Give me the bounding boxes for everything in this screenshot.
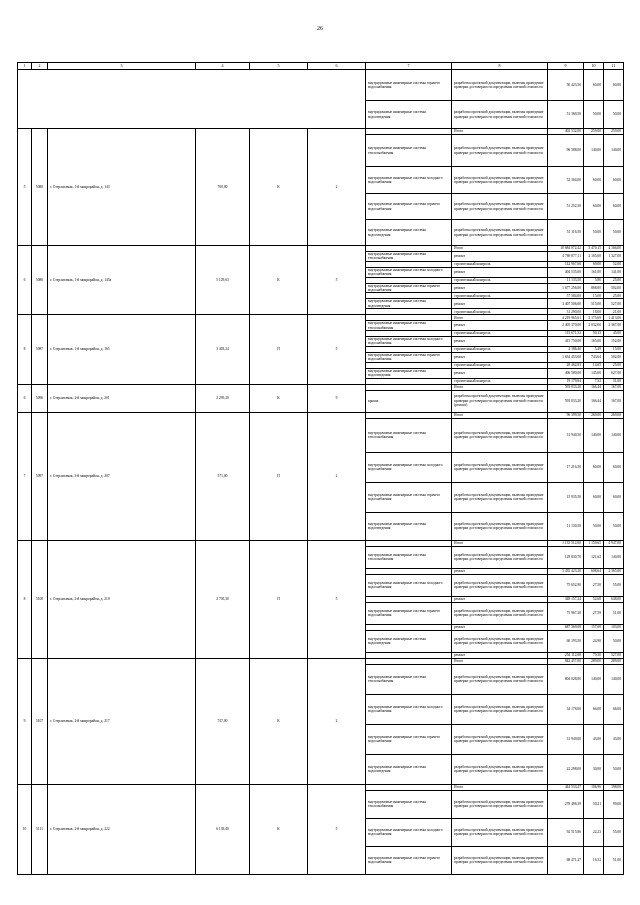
unit-cost: 121,62 [584,546,604,568]
max-unit-cost: 60,00 [604,194,624,220]
work-type: ремонт [452,252,548,262]
cost-value: 60 193,50 [548,630,584,652]
unit-cost: 161,00 [584,267,604,277]
address: г. Стерлитамак, 2-й микрорайон, д. 222 [48,784,196,874]
cost-value: 842 457,00 [548,658,584,664]
max-unit-cost: 52,00 [604,261,624,267]
work-type: Итого [452,129,548,135]
work-type: разработка проектной документации, включая проведение проверки достоверности определения сметной стоимости [452,452,548,482]
row-number: 8 [18,315,32,384]
max-unit-cost: 15,00 [604,346,624,352]
total-area: 5 129,63 [196,246,250,315]
max-unit-cost: 51,00 [604,846,624,874]
row-number: 8 [18,540,32,658]
unit-cost: 157,00 [584,624,604,630]
cost-value: 22 298,00 [548,754,584,784]
work-type: разработка проектной документации, включая проведение проверки достоверности определения сметной стоимости [452,512,548,540]
cost-value: 15 935,50 [548,482,584,512]
house-id: 5086 [32,246,48,315]
work-type: ремонт [452,267,548,277]
house-id: 5080 [32,129,48,246]
unit-cost: 43,00 [584,724,604,754]
wall-material: П [250,540,308,658]
wall-material: К [250,784,308,874]
cost-value: 34 178,00 [548,694,584,724]
cost-value: 20 462,83 [548,362,584,368]
max-unit-cost: 269,00 [604,412,624,418]
work-type: разработка проектной документации, включая проведение проверки достоверности определения сметной стоимости [452,546,548,568]
system-name: внутридомовые инженерные системы водоотведения [366,299,452,309]
system-name: внутридомовые инженерные системы теплоснабжения [366,790,452,818]
work-type: разработка проектной документации, включая проведение проверки достоверности определения сметной стоимости [452,70,548,101]
max-unit-cost: 502,00 [604,283,624,293]
cost-value: 415 750,00 [548,337,584,347]
continuation-cell [18,70,366,129]
cost-value: 75 967,20 [548,602,584,624]
max-unit-cost: 141,00 [604,267,624,277]
unit-cost: 22,23 [584,818,604,846]
max-unit-cost: 55,00 [604,818,624,846]
address: г. Стерлитамак, 2-й микрорайон, д. 210 [48,540,196,658]
unit-cost: 1 159,65 [584,540,604,546]
work-type: ремонт [452,283,548,293]
max-unit-cost: 140,00 [604,664,624,694]
unit-cost: 868,00 [584,283,604,293]
max-unit-cost: 627,00 [604,368,624,378]
max-unit-cost: 140,00 [604,546,624,568]
work-type: разработка проектной документации, включая проведение проверки достоверности определения сметной стоимости [452,694,548,724]
unit-cost: 50,00 [584,101,604,129]
work-type: разработка проектной документации, включая проведение проверки достоверности определения сметной стоимости [452,482,548,512]
floors: 2 [308,658,366,784]
wall-material: К [250,246,308,315]
header-cell: 8 [452,63,548,70]
header-cell: 3 [48,63,196,70]
system-name: внутридомовые инженерные системы горячего водоснабжения [366,846,452,874]
cost-value: 402 532,00 [548,129,584,135]
max-unit-cost: 2 367,00 [604,321,624,331]
max-unit-cost: 60,00 [604,452,624,482]
system-name: внутридомовые инженерные системы водоотведения [366,101,452,129]
header-cell: 7 [366,63,452,70]
total-area: 747,00 [196,658,250,784]
unit-cost: 106,96 [584,784,604,790]
work-type: Итого [452,784,548,790]
unit-cost: 18,00 [584,309,604,315]
row-number: 7 [18,412,32,540]
floors: 5 [308,246,366,315]
row-number: 9 [18,658,32,784]
cost-value: 11 130,50 [548,512,584,540]
cost-value: 1 133 512,00 [548,540,584,546]
system-name: внутридомовые инженерные системы горячего водоснабжения [366,283,452,293]
page-number: 26 [317,26,323,32]
max-unit-cost: 60,00 [604,70,624,101]
house-id: 5096 [32,384,48,412]
max-unit-cost: 31,00 [604,378,624,384]
cost-value: 406 580,00 [548,368,584,378]
work-type: строительный контроль [452,277,548,283]
cost-value: 593 033,20 [548,384,584,390]
work-type: ремонт [452,368,548,378]
unit-cost: 289,00 [584,658,604,664]
max-unit-cost: 50,00 [604,630,624,652]
system-name: крыша [366,390,452,412]
unit-cost: 15,00 [584,293,604,299]
house-id: 5097 [32,412,48,540]
floors: 5 [308,540,366,658]
system-name: внутридомовые инженерные системы холодного водоснабжения [366,167,452,194]
header-cell: 11 [604,63,624,70]
max-unit-cost: 2 365,00 [604,568,624,574]
system-name: внутридомовые инженерные системы горячего водоснабжения [366,70,452,101]
cost-value: 2 186,40 [548,346,584,352]
unit-cost: 66,00 [584,694,604,724]
cost-value: 687 369,08 [548,624,584,630]
cost-value: 3 407 506,00 [548,299,584,309]
unit-cost: 16,52 [584,846,604,874]
header-cell: 1 [18,63,32,70]
cost-value: 115 671,52 [548,331,584,337]
cost-value: 1 634 453,00 [548,352,584,362]
header-cell: 10 [584,63,604,70]
cost-value: 4 769 877,11 [548,252,584,262]
unit-cost: 7,52 [584,378,604,384]
system-name: внутридомовые инженерные системы горячего водоснабжения [366,482,452,512]
wall-material: К [250,129,308,246]
floors: 2 [308,129,366,246]
max-unit-cost: 66,00 [604,694,624,724]
work-type: разработка проектной документации, включая проведение проверки достоверности определения сметной стоимости [452,135,548,167]
total-area: 700,00 [196,129,250,246]
max-unit-cost: 198,00 [604,784,624,790]
cost-value: 804 028,00 [548,664,584,694]
table-body [18,63,624,875]
unit-cost: 140,00 [584,664,604,694]
cost-value: 10 684 072,42 [548,246,584,252]
cost-value: 593 033,20 [548,390,584,412]
cost-value: 1 677 256,00 [548,283,584,293]
unit-cost: 60,00 [584,167,604,194]
floors: 5 [308,784,366,874]
system-name: внутридомовые инженерные системы водоотведения [366,368,452,378]
cost-value: 75 652,90 [548,574,584,596]
work-type: разработка проектной документации, включая проведение проверки достоверности определения сметной стоимости [452,846,548,874]
system-name: внутридомовые инженерные системы водоотведения [366,512,452,540]
system-name: внутридомовые инженерные системы водоотведения [366,754,452,784]
row-number: 10 [18,784,32,874]
cost-value: 278 496,39 [548,790,584,818]
max-unit-cost: 140,00 [604,135,624,167]
work-type: ремонт [452,321,548,331]
address: г. Стерлитамак, 1-й микрорайон, д. 145а [48,246,196,315]
cost-value: 444 533,47 [548,784,584,790]
work-type: разработка проектной документации, включая проведение проверки достоверности определения сметной стоимости [452,574,548,596]
header-cell: 5 [250,63,308,70]
cost-value: 404 535,00 [548,267,584,277]
work-type: ремонт [452,624,548,630]
max-unit-cost: 60,00 [604,482,624,512]
house-id: 5107 [32,658,48,784]
cost-value: 11 133,50 [548,277,584,283]
unit-cost: 30,00 [584,754,604,784]
work-type: разработка проектной документации, включая проведение проверки достоверности определения сметной стоимости (ремонт) [452,390,548,412]
header-cell: 4 [196,63,250,70]
unit-cost: 743,64 [584,352,604,362]
unit-cost: 166,44 [584,390,604,412]
unit-cost: 50,13 [584,331,604,337]
cost-value: 31 290,00 [548,309,584,315]
unit-cost: 145,00 [584,368,604,378]
max-unit-cost: 55,00 [604,574,624,596]
system-name: внутридомовые инженерные системы холодного водоснабжения [366,337,452,347]
cost-value: 348 157,24 [548,596,584,602]
max-unit-cost: 51,00 [604,602,624,624]
work-type: строительный контроль [452,378,548,384]
work-type: ремонт [452,568,548,574]
house-id: 5100 [32,540,48,658]
system-name: внутридомовые инженерные системы горячего водоснабжения [366,602,452,624]
unit-cost: 52,68 [584,596,604,602]
unit-cost: 269,00 [584,412,604,418]
work-type: ремонт [452,299,548,309]
work-type: разработка проектной документации, включая проведение проверки достоверности определения сметной стоимости [452,101,548,129]
total-area: 6 139,40 [196,784,250,874]
unit-cost: 50,00 [584,512,604,540]
work-type: строительный контроль [452,346,548,352]
work-type: разработка проектной документации, включая проведение проверки достоверности определения сметной стоимости [452,630,548,652]
unit-cost: 140,00 [584,418,604,452]
max-unit-cost: 167,00 [604,390,624,412]
unit-cost: 2 032,00 [584,321,604,331]
wall-material: П [250,315,308,384]
unit-cost: 5 470,15 [584,246,604,252]
unit-cost: 60,00 [584,70,604,101]
max-unit-cost: 502,00 [604,352,624,362]
system-name: внутридомовые инженерные системы горячего водоснабжения [366,352,452,362]
wall-material: К [250,658,308,784]
row-number: 6 [18,246,32,315]
system-name: внутридомовые инженерные системы холодного водоснабжения [366,574,452,596]
work-type: разработка проектной документации, включая проведение проверки достоверности определения сметной стоимости [452,194,548,220]
max-unit-cost: 25,00 [604,293,624,299]
max-unit-cost: 50,00 [604,220,624,246]
wall-material: П [250,412,308,540]
cost-value: 51 369,50 [548,101,584,129]
max-unit-cost: 140,00 [604,418,624,452]
work-type: строительный контроль [452,309,548,315]
work-type: разработка проектной документации, включая проведение проверки достоверности определения сметной стоимости [452,220,548,246]
cost-value: 142 967,60 [548,261,584,267]
unit-cost: 5,86 [584,277,604,283]
cost-value: 31 940,50 [548,418,584,452]
max-unit-cost: 527,00 [604,652,624,658]
max-unit-cost: 50,00 [604,101,624,129]
unit-cost: 69,00 [584,261,604,267]
cost-value: 19 179,84 [548,378,584,384]
unit-cost: 60,00 [584,452,604,482]
unit-cost: 60,00 [584,194,604,220]
address: г. Стерлитамак, 2-й микрорайон, д. 217 [48,658,196,784]
work-type: Итого [452,658,548,664]
cost-value: 52 304,00 [548,167,584,194]
work-type: ремонт [452,352,548,362]
max-unit-cost: 45,00 [604,331,624,337]
system-name: внутридомовые инженерные системы теплоснабжения [366,135,452,167]
system-name: внутридомовые инженерные системы холодного водоснабжения [366,818,452,846]
max-unit-cost: 1 327,00 [604,252,624,262]
unit-cost: 27,59 [584,602,604,624]
max-unit-cost: 1 413,00 [604,315,624,321]
work-type: Итого [452,540,548,546]
header-row [18,63,624,70]
cost-value: 17 216,50 [548,452,584,482]
row-number: 6 [18,384,32,412]
system-name: внутридомовые инженерные системы теплоснабжения [366,546,452,568]
system-name: внутридомовые инженерные системы холодного водоснабжения [366,694,452,724]
unit-cost: 259,00 [584,129,604,135]
total-area: 2 705,30 [196,540,250,658]
work-type: строительный контроль [452,362,548,368]
total-area: 571,00 [196,412,250,540]
system-name: внутридомовые инженерные системы холодного водоснабжения [366,267,452,277]
work-type: Итого [452,315,548,321]
unit-cost: 608,64 [584,568,604,574]
max-unit-cost: 527,00 [604,299,624,309]
cost-value: 254 112,08 [548,652,584,658]
work-type: разработка проектной документации, включая проведение проверки достоверности определения сметной стоимости [452,167,548,194]
total-area: 2 295,20 [196,384,250,412]
cost-value: 129 830,70 [548,546,584,568]
unit-cost: 165,00 [584,337,604,347]
floors: 9 [308,384,366,412]
unit-cost: 3 175,69 [584,315,604,321]
unit-cost: 27,50 [584,574,604,596]
cost-value: 92 515,86 [548,818,584,846]
system-name: внутридомовые инженерные системы водоотведения [366,630,452,652]
system-name: внутридомовые инженерные системы теплоснабжения [366,321,452,331]
row-number: 5 [18,129,32,246]
system-name: внутридомовые инженерные системы водоотведения [366,220,452,246]
cost-value: 50 423,50 [548,70,584,101]
system-name: внутридомовые инженерные системы горячего водоснабжения [366,194,452,220]
work-type: разработка проектной документации, включая проведение проверки достоверности определения сметной стоимости [452,418,548,452]
house-id: 5087 [32,315,48,384]
unit-cost: 5,49 [584,346,604,352]
max-unit-cost: 648,00 [604,596,624,602]
system-name: внутридомовые инженерные системы теплоснабжения [366,252,452,262]
unit-cost: 50,00 [584,220,604,246]
work-type: Итого [452,384,548,390]
work-type: разработка проектной документации, включая проведение проверки достоверности определения сметной стоимости [452,724,548,754]
work-type: строительный контроль [452,293,548,299]
unit-cost: 50,21 [584,790,604,818]
cost-value: 2 405 370,00 [548,321,584,331]
max-unit-cost: 60,00 [604,167,624,194]
register-table [17,62,624,875]
unit-cost: 79,30 [584,652,604,658]
system-name: внутридомовые инженерные системы теплоснабжения [366,418,452,452]
unit-cost: 2 165,00 [584,252,604,262]
work-type: Итого [452,246,548,252]
address: г. Стерлитамак, 1-й микрорайон, д. 143 [48,129,196,246]
max-unit-cost: 21,00 [604,309,624,315]
house-id: 5111 [32,784,48,874]
floors: 2 [308,412,366,540]
work-type: строительный контроль [452,261,548,267]
work-type: разработка проектной документации, включая проведение проверки достоверности определения сметной стоимости [452,818,548,846]
max-unit-cost: 103,00 [604,624,624,630]
address: г. Стерлитамак, 3-й микрорайон, д. 207 [48,412,196,540]
unit-cost: 515,00 [584,299,604,309]
work-type: разработка проектной документации, включая проведение проверки достоверности определения сметной стоимости [452,754,548,784]
work-type: ремонт [452,652,548,658]
work-type: ремонт [452,337,548,347]
cost-value: 96 588,00 [548,135,584,167]
cost-value: 68 471,27 [548,846,584,874]
max-unit-cost: 289,00 [604,658,624,664]
unit-cost: 140,00 [584,135,604,167]
unit-cost: 60,00 [584,482,604,512]
cost-value: 51 116,50 [548,220,584,246]
max-unit-cost: 4 166,00 [604,246,624,252]
work-type: разработка проектной документации, включая проведение проверки достоверности определения сметной стоимости [452,790,548,818]
cost-value: 96 399,50 [548,412,584,418]
max-unit-cost: 43,00 [604,724,624,754]
work-type: разработка проектной документации, включая проведение проверки достоверности определения сметной стоимости [452,602,548,624]
header-cell: 9 [548,63,584,70]
max-unit-cost: 25,00 [604,277,624,283]
max-unit-cost: 50,00 [604,754,624,784]
work-type: разработка проектной документации, включая проведение проверки достоверности определения сметной стоимости [452,664,548,694]
system-name: внутридомовые инженерные системы теплоснабжения [366,664,452,694]
cost-value: 4 219 965,61 [548,315,584,321]
cost-value: 3 435 423,20 [548,568,584,574]
max-unit-cost: 259,00 [604,129,624,135]
wall-material: К [250,384,308,412]
cost-value: 57 584,00 [548,293,584,299]
max-unit-cost: 25,00 [604,362,624,368]
max-unit-cost: 4 947,00 [604,540,624,546]
total-area: 3 403,24 [196,315,250,384]
header-cell: 2 [32,63,48,70]
cost-value: 51 252,50 [548,194,584,220]
work-type: строительный контроль [452,331,548,337]
cost-value: 31 949,00 [548,724,584,754]
max-unit-cost: 167,00 [604,384,624,390]
header-cell: 6 [308,63,366,70]
system-name: внутридомовые инженерные системы горячего водоснабжения [366,724,452,754]
max-unit-cost: 99,00 [604,790,624,818]
floors: 5 [308,315,366,384]
address: г. Стерлитамак, 2-й микрорайон, д. 201 [48,384,196,412]
max-unit-cost: 50,00 [604,512,624,540]
system-name: внутридомовые инженерные системы холодного водоснабжения [366,452,452,482]
unit-cost: 24,90 [584,630,604,652]
max-unit-cost: 152,00 [604,337,624,347]
unit-cost: 166,44 [584,384,604,390]
address: г. Стерлитамак, 1-й микрорайон, д. 165 [48,315,196,384]
table-row [18,70,624,101]
work-type: ремонт [452,596,548,602]
unit-cost: 14,65 [584,362,604,368]
work-type: Итого [452,412,548,418]
